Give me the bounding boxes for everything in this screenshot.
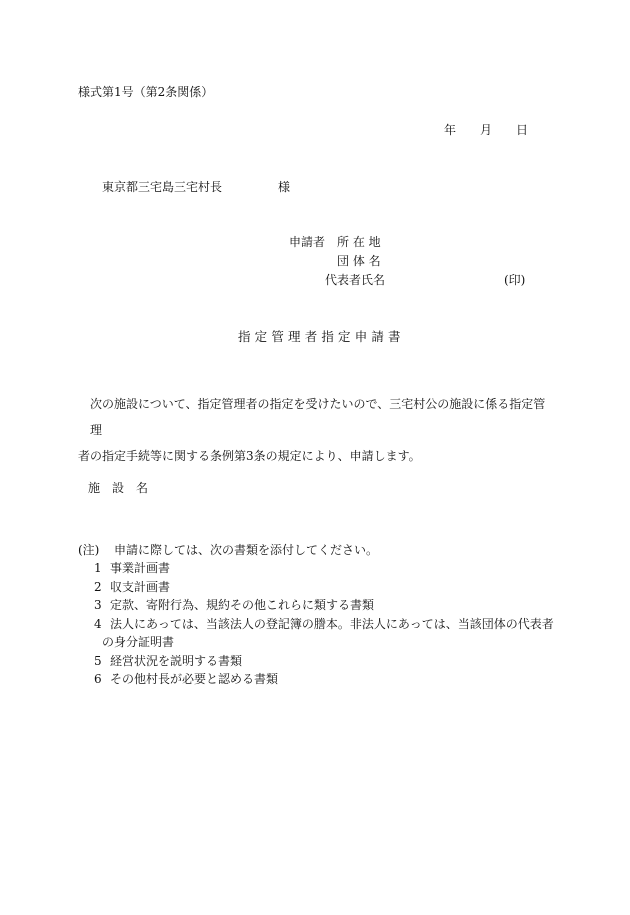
list-item (78, 578, 554, 597)
addressee-honorific: 様 (278, 180, 291, 194)
list-item (78, 615, 554, 652)
body-line-1: 次の施設について、指定管理者の指定を受けたいので、三宅村公の施設に係る指定管理 (90, 397, 546, 437)
seal-mark: (印) (504, 273, 526, 287)
item-number: 3 (94, 598, 102, 612)
item-number: 6 (94, 672, 102, 686)
item-number: 1 (94, 561, 102, 575)
document-title: 指 定 管 理 者 指 定 申 請 書 (238, 329, 401, 344)
month-label: 月 (480, 123, 493, 137)
item-number: 5 (94, 653, 102, 668)
body-line-2: 者の指定手続等に関する条例第3条の規定により、申請します。 (78, 449, 421, 463)
day-label: 日 (516, 123, 529, 137)
attachments-list (78, 559, 554, 689)
year-label: 年 (444, 123, 457, 137)
item-text: 事業計画書 (110, 561, 171, 575)
item-text: その他村長が必要と認める書類 (110, 672, 279, 686)
item-text: 収支計画書 (110, 579, 171, 594)
notes-header (78, 541, 554, 559)
list-item (78, 652, 554, 671)
body-paragraph (78, 391, 556, 469)
item-text: 法人にあっては、当該法人の登記簿の謄本。非法人にあっては、当該団体の代表者 (110, 616, 554, 631)
applicant-address-row (289, 236, 381, 248)
applicant-role-label: 申請者 (289, 235, 326, 249)
item-number: 2 (94, 579, 102, 594)
list-item (78, 670, 554, 689)
addressee (102, 181, 290, 193)
notes-label: (注) (78, 543, 100, 557)
facility-name-label: 施 設 名 (88, 481, 149, 495)
list-item (78, 559, 554, 578)
list-item (78, 596, 554, 615)
item-text: 経営状況を説明する書類 (110, 653, 243, 668)
org-name-label: 団 体 名 (337, 254, 381, 268)
representative-name-label: 代表者氏名 (325, 273, 386, 287)
addressee-name: 東京都三宅島三宅村長 (102, 180, 223, 194)
date-line (444, 124, 528, 136)
notes-section (78, 541, 554, 689)
form-number: 様式第1号（第2条関係） (78, 85, 214, 99)
item-text-continuation: の身分証明書 (102, 635, 175, 649)
address-label: 所 在 地 (337, 235, 381, 249)
notes-intro: 申請に際しては、次の書類を添付してください。 (114, 543, 379, 557)
item-number: 4 (94, 616, 102, 631)
item-text: 定款、寄附行為、規約その他これらに類する書類 (110, 598, 375, 612)
